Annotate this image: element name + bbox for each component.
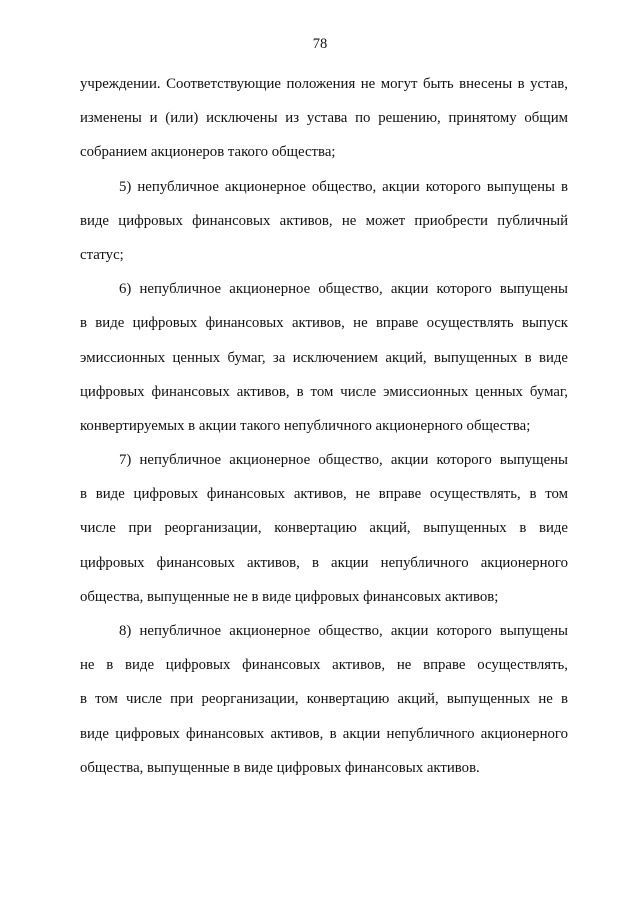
- page-number: 78: [312, 36, 328, 52]
- text-line: виде цифровых финансовых активов, не может приобрести публичный: [80, 212, 568, 229]
- text-line: учреждении. Соответствующие положения не могут быть внесены в устав,: [80, 76, 568, 92]
- text-line: общества, выпущенные в виде цифровых финансовых активов.: [80, 759, 480, 776]
- text-line: общества, выпущенные не в виде цифровых финансовых активов;: [80, 588, 499, 605]
- document-body: [80, 67, 568, 785]
- text-line: цифровых финансовых активов, в том числе эмиссионных ценных бумаг,: [80, 383, 568, 400]
- text-line: в виде цифровых финансовых активов, не вправе осуществлять выпуск: [80, 315, 568, 332]
- text-line: 6) непубличное акционерное общество, акции которого выпущены: [119, 281, 568, 298]
- text-line: цифровых финансовых активов, в акции непубличного акционерного: [80, 554, 568, 571]
- paragraph: [80, 614, 568, 785]
- text-line: собранием акционеров такого общества;: [80, 144, 336, 161]
- text-line: 8) непубличное акционерное общество, акции которого выпущены: [119, 623, 568, 639]
- text-line: изменены и (или) исключены из устава по решению, принятому общим: [80, 110, 568, 127]
- paragraph: [80, 67, 568, 170]
- text-line: не в виде цифровых финансовых активов, не вправе осуществлять,: [80, 657, 568, 674]
- text-line: виде цифровых финансовых активов, в акции непубличного акционерного: [80, 725, 568, 742]
- paragraph: [80, 170, 568, 273]
- paragraph: [80, 443, 568, 614]
- text-line: в виде цифровых финансовых активов, не вправе осуществлять, в том: [80, 486, 568, 503]
- text-line: в том числе при реорганизации, конвертацию акций, выпущенных не в: [80, 691, 568, 708]
- text-line: числе при реорганизации, конвертацию акций, выпущенных в виде: [80, 520, 568, 537]
- text-line: конвертируемых в акции такого непубличного акционерного общества;: [80, 417, 531, 434]
- text-line: эмиссионных ценных бумаг, за исключением акций, выпущенных в виде: [80, 349, 568, 366]
- text-line: статус;: [80, 246, 124, 263]
- text-line: 7) непубличное акционерное общество, акции которого выпущены: [119, 452, 568, 469]
- paragraph: [80, 272, 568, 443]
- text-line: 5) непубличное акционерное общество, акции которого выпущены в: [119, 178, 568, 195]
